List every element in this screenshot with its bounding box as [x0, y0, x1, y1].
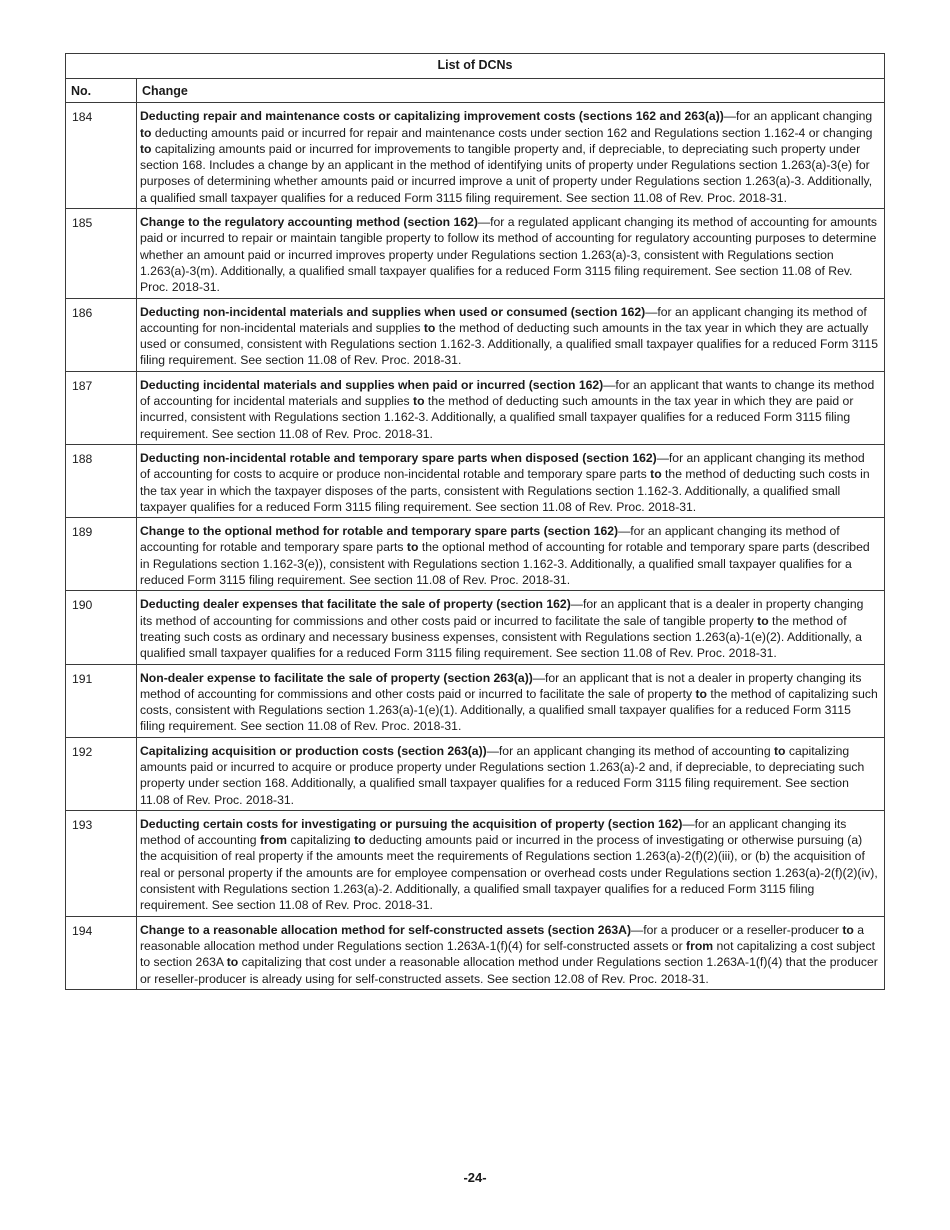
- table-row: [66, 298, 885, 371]
- change-text: deducting amounts paid or incurred for repair and maintenance costs under section 162 and Regulations section 1.162-4 or changing: [151, 125, 873, 140]
- change-text: not capitalizing a cost subject to section 263A: [140, 938, 876, 970]
- table-header-row: [66, 79, 885, 103]
- table-row: [66, 591, 885, 664]
- change-bold-text: Change to the regulatory accounting method (section 162): [140, 215, 478, 230]
- change-bold-text: to: [773, 743, 786, 758]
- change-bold-text: to: [423, 320, 436, 335]
- change-bold-text: to: [695, 686, 708, 701]
- dcn-change-description: [137, 298, 885, 371]
- dcn-number: 185: [66, 209, 137, 298]
- table-caption: List of DCNs: [66, 54, 885, 79]
- change-text: the method of treating such costs as ordinary and necessary business expenses, consistent with Regulations section 1.263(a)-1(e)(2). Additionally, a qualified small taxpayer qualifies for a reduced Form 3115 filing requirement. See section 11.08 of Rev. Proc. 2018-31.: [140, 613, 862, 661]
- dcn-number: 192: [66, 737, 137, 810]
- change-bold-text: to: [413, 394, 425, 409]
- change-bold-text: Deducting dealer expenses that facilitate the sale of property (section 162): [140, 597, 571, 612]
- dcn-change-description: [137, 591, 885, 664]
- change-bold-text: Change to a reasonable allocation method for self-constructed assets (section 263A): [140, 922, 632, 937]
- change-text: a reasonable allocation method under Regulations section 1.263A-1(f)(4) for self-constructed assets or: [140, 922, 865, 953]
- change-text: deducting amounts paid or incurred in the process of investigating or otherwise pursuing (a) the acquisition of real property if the amounts meet the requirements of Regulations section 1.263(a)-2(f)(2)(iii), or (b) the acquisition of real or personal property if the amounts are for employee compensation or overhead costs under Regulations section 1.263(a)-2(f)(2)(iv), consistent with Regulations section 1.263(a)-2. Additionally, a qualified small taxpayer qualifies for a reduced Form 3115 filing requirement. See section 11.08 of Rev. Proc. 2018-31.: [140, 833, 878, 913]
- table-row: [66, 737, 885, 810]
- change-text: capitalizing amounts paid or incurred to acquire or produce property under Regulations section 1.263(a)-2 and, if depreciable, to depreciating such property under section 168. Additionally, a qualified small taxpayer qualifies for a reduced Form 3115 filing requirement. See section 11.08 of Rev. Proc. 2018-31.: [140, 743, 865, 807]
- table-row: [66, 664, 885, 737]
- column-header-change: Change: [137, 79, 885, 103]
- change-text: capitalizing that cost under a reasonable allocation method under Regulations section 1.263A-1(f)(4) that the producer or reseller-producer is already using for self-constructed assets. See section 12.08 of Rev. Proc. 2018-31.: [140, 955, 878, 986]
- dcn-table: [65, 53, 885, 990]
- table-row: [66, 209, 885, 298]
- dcn-number: 184: [66, 103, 137, 209]
- dcn-number: 194: [66, 916, 137, 989]
- change-bold-text: from: [686, 938, 714, 953]
- change-text: —for an applicant changing its method of accounting for rotable and temporary spare parts: [140, 524, 840, 555]
- dcn-number: 193: [66, 810, 137, 916]
- dcn-change-description: [137, 209, 885, 298]
- table-caption-row: [66, 54, 885, 79]
- change-text: —for a regulated applicant changing its method of accounting for amounts paid or incurred to repair or maintain tangible property to follow its method of accounting for regulatory accounting purposes to determine whether an amount paid or incurred improves property under Regulations section 1.263(a)-3, consistent with Regulations section 1.263(a)-3(m). Additionally, a qualified small taxpayer qualifies for a reduced Form 3115 filing requirement. See section 11.08 of Rev. Proc. 2018-31.: [140, 215, 877, 295]
- column-header-no: No.: [66, 79, 137, 103]
- dcn-change-description: [137, 444, 885, 517]
- table-row: [66, 810, 885, 916]
- change-text: the method of deducting such amounts in the tax year in which they are paid or incurred, consistent with Regulations section 1.162-3. Additionally, a qualified small taxpayer qualifies for a reduced Form 3115 filing requirement. See section 11.08 of Rev. Proc. 2018-31.: [140, 394, 854, 441]
- change-bold-text: Deducting repair and maintenance costs or capitalizing improvement costs (sections 162 and 263(a)): [140, 109, 724, 124]
- change-bold-text: Deducting incidental materials and supplies when paid or incurred (section 162): [140, 377, 604, 392]
- dcn-change-description: [137, 737, 885, 810]
- table-body: [66, 103, 885, 990]
- dcn-number: 190: [66, 591, 137, 664]
- page-number: -24-: [463, 1170, 487, 1185]
- change-text: capitalizing amounts paid or incurred for improvements to tangible property and, if depreciable, to depreciating such property under section 168. Includes a change by an applicant in the method of identifying units of property under Regulations section 1.263(a)-3(e) for purposes of determining whether amounts paid or incurred improve a unit of property under Regulations section 1.263(a)-3. Additionally, a qualified small taxpayer qualifies for a reduced Form 3115 filing requirement. See section 11.08 of Rev. Proc. 2018-31.: [140, 141, 873, 205]
- change-bold-text: to: [140, 125, 152, 140]
- table-row: [66, 371, 885, 444]
- change-bold-text: to: [406, 540, 419, 555]
- change-text: the method of deducting such amounts in the tax year in which they are actually used or consumed, consistent with Regulations section 1.162-3. Additionally, a qualified small taxpayer qualifies for a reduced Form 3115 filing requirement. See section 11.08 of Rev. Proc. 2018-31.: [140, 320, 878, 368]
- table-row: [66, 916, 885, 989]
- change-bold-text: to: [226, 955, 239, 970]
- change-text: capitalizing: [287, 833, 355, 848]
- change-bold-text: Non-dealer expense to facilitate the sale of property (section 263(a)): [140, 670, 533, 685]
- change-text: —for an applicant changing: [723, 109, 873, 124]
- dcn-number: 189: [66, 518, 137, 591]
- change-text: —for an applicant changing its method of accounting for non-incidental materials and supplies: [140, 304, 867, 335]
- change-bold-text: to: [842, 922, 854, 937]
- change-bold-text: Deducting certain costs for investigating or pursuing the acquisition of property (section 162): [140, 816, 683, 831]
- change-bold-text: Deducting non-incidental materials and supplies when used or consumed (section 162): [140, 304, 646, 319]
- change-bold-text: from: [259, 833, 288, 848]
- change-bold-text: to: [757, 613, 769, 628]
- dcn-change-description: [137, 518, 885, 591]
- change-bold-text: to: [354, 833, 366, 848]
- dcn-change-description: [137, 103, 885, 209]
- table-row: [66, 518, 885, 591]
- change-text: —for an applicant that is a dealer in property changing its method of accounting for commissions and other costs paid or incurred to facilitate the sale of tangible property: [140, 597, 864, 628]
- change-text: —for an applicant that wants to change its method of accounting for incidental materials and supplies: [140, 377, 875, 409]
- dcn-change-description: [137, 916, 885, 989]
- change-text: —for a producer or a reseller-producer: [631, 922, 843, 937]
- change-bold-text: to: [650, 467, 662, 482]
- change-text: —for an applicant changing its method of accounting for costs to acquire or produce non-incidental rotable and temporary spare parts: [140, 450, 865, 482]
- change-bold-text: Deducting non-incidental rotable and temporary spare parts when disposed (section 162): [140, 450, 657, 465]
- table-row: [66, 103, 885, 209]
- dcn-number: 187: [66, 371, 137, 444]
- change-text: the method of deducting such costs in the tax year in which the taxpayer disposes of the parts, consistent with Regulations section 1.162-3. Additionally, a qualified small taxpayer qualifies for a reduced Form 3115 filing requirement. See section 11.08 of Rev. Proc. 2018-31.: [140, 467, 870, 514]
- dcn-number: 186: [66, 298, 137, 371]
- dcn-number: 188: [66, 444, 137, 517]
- change-bold-text: Change to the optional method for rotable and temporary spare parts (section 162): [140, 524, 619, 539]
- dcn-number: 191: [66, 664, 137, 737]
- table-row: [66, 444, 885, 517]
- change-text: the optional method of accounting for rotable and temporary spare parts (described in Regulations section 1.162-3(e)), consistent with Regulations section 1.162-3. Additionally, a qualified small taxpayer qualifies for a reduced Form 3115 filing requirement. See section 11.08 of Rev. Proc. 2018-31.: [140, 540, 870, 588]
- change-bold-text: to: [140, 141, 152, 156]
- dcn-change-description: [137, 371, 885, 444]
- change-text: —for an applicant that is not a dealer in property changing its method of accounting for commissions and other costs paid or incurred to facilitate the sale of property: [140, 670, 862, 701]
- change-text: —for an applicant changing its method of accounting: [140, 816, 847, 848]
- dcn-change-description: [137, 664, 885, 737]
- change-text: the method of capitalizing such costs, consistent with Regulations section 1.263(a)-1(e)(1). Additionally, a qualified small taxpayer qualifies for a reduced Form 3115 filing requirement. See section 11.08 of Rev. Proc. 2018-31.: [140, 686, 878, 734]
- change-bold-text: Capitalizing acquisition or production costs (section 263(a)): [140, 743, 487, 758]
- dcn-change-description: [137, 810, 885, 916]
- change-text: —for an applicant changing its method of accounting: [486, 743, 774, 758]
